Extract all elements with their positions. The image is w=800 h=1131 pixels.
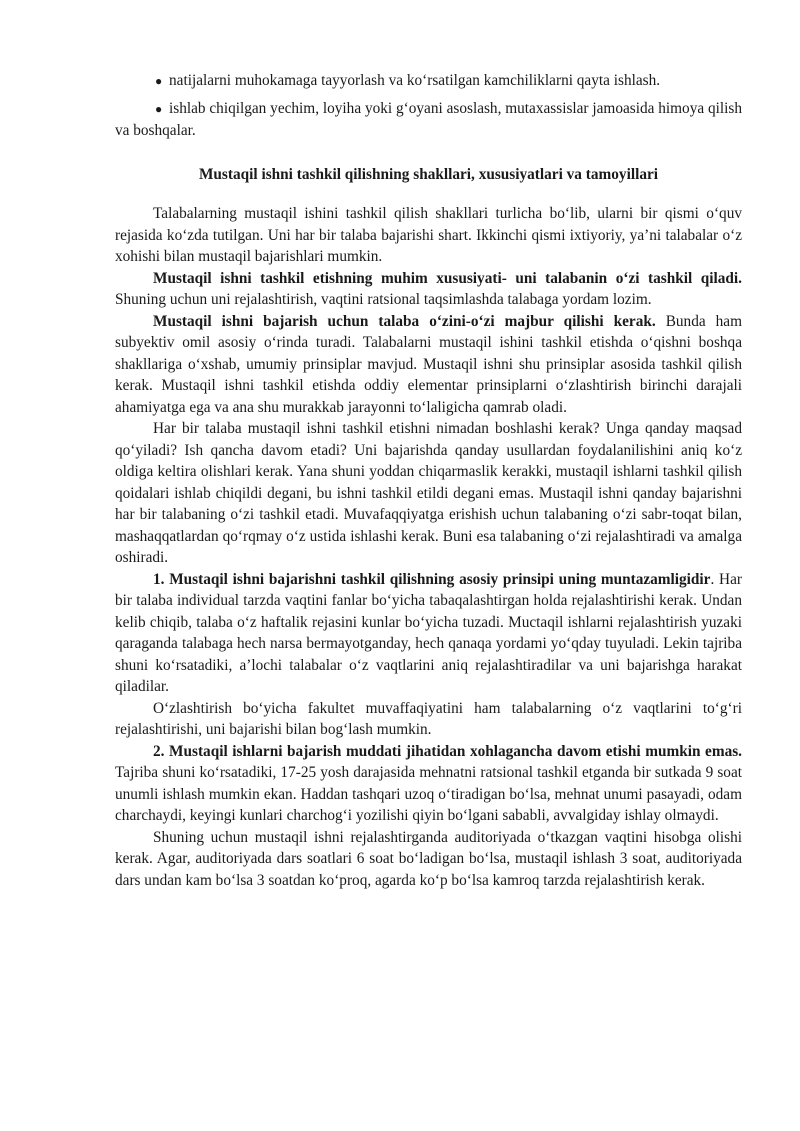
paragraph-text: Tajriba shuni ko‘rsatadiki, 17-25 yosh darajasida mehnatni ratsional tashkil etganda bir sutkada 9 soat unumli ishlash mumkin ekan. Haddan tashqari uzoq o‘tiradigan bo‘lsa, mehnat unumi pasayadi, odam charchaydi, keyingi kunlari charchog‘i yozilishi qiyin bo‘lgani sababli, avvalgiday ishlay olmaydi. bbox=[115, 764, 742, 824]
bullet-text: natijalarni muhokamaga tayyorlash va ko‘rsatilgan kamchiliklarni qayta ishlash. bbox=[169, 72, 661, 89]
paragraph-text: Shuning uchun mustaqil ishni rejalashtirganda auditoriyada o‘tkazgan vaqtini hisobga olishi kerak. Agar, auditoriyada dars soatlari 6 soat bo‘ladigan bo‘lsa, mustaqil ishlash 3 soat, auditoriyada dars undan kam bo‘lsa 3 soatdan ko‘proq, agarda ko‘p bo‘lsa kamroq tarzda rejalashtirish kerak. bbox=[115, 828, 742, 889]
paragraph-text: . Har bir talaba individual tarzda vaqtini fanlar bo‘yicha tabaqalashtirgan holda rejalashtirishi kerak. Undan kelib chiqib, talaba o‘z haftalik rejasini kunlar bo‘yicha tuzadi. Muctaqil ishlarni rejalashtirish yuzaki qaraganda talabaga hech narsa bermayotganday, hech qanaqa yordami yo‘qday tuyuladi. Lekin tajriba shuni ko‘rsatadiki, a’lochi talabalar o‘z vaqtlarini aniq rejalashtiradilar va uni bajarishga harakat qiladilar. bbox=[115, 570, 742, 695]
paragraph bbox=[115, 268, 742, 311]
bullet-text: ishlab chiqilgan yechim, loyiha yoki g‘oyani asoslash, mutaxassislar jamoasida himoya qilish va boshqalar. bbox=[115, 99, 742, 139]
paragraph bbox=[115, 569, 742, 698]
paragraph bbox=[115, 418, 742, 569]
paragraph bbox=[115, 311, 742, 419]
paragraph-text: O‘zlashtirish bo‘yicha fakultet muvaffaqiyatini ham talabalarning o‘z vaqtlarini to‘g‘ri rejalashtirishi, uni bajarishi bilan bog‘lash mumkin. bbox=[115, 699, 742, 738]
bullet-item bbox=[115, 70, 742, 93]
paragraph-text: Bunda ham subyektiv omil asosiy o‘rinda turadi. Talabalarni mustaqil ishini tashkil etishda o‘qishni boshqa shakllariga o‘xshab, umumiy prinsiplar mavjud. Mustaqil ishni shu prinsiplar asosida tashkil qilish kerak. Mustaqil ishni tashkil etishda oddiy elementar prinsiplarni o‘zlashtirish birinchi darajali ahamiyatga ega va ana shu murakkab jarayonni to‘laligicha qamrab oladi. bbox=[115, 312, 742, 416]
bullet-dot-icon: ● bbox=[155, 101, 163, 116]
document-page bbox=[115, 70, 742, 891]
paragraph bbox=[115, 698, 742, 741]
paragraph-bold-lead: 2. Mustaqil ishlarni bajarish muddati jihatidan xohlagancha davom etishi mumkin emas. bbox=[153, 742, 742, 760]
paragraph-bold-lead: 1. Mustaqil ishni bajarishni tashkil qilishning asosiy prinsipi uning muntazamligidir bbox=[153, 570, 711, 588]
paragraph: Talabalarning mustaqil ishini tashkil qilish shakllari turlicha bo‘lib, ularni bir qismi o‘quv rejasida ko‘zda tutilgan. Uni har bir talaba bajarishi shart. Ikkinchi qismi ixtiyoriy, ya’ni talabalar o‘z xohishi bilan mustaqil bajarishlari mumkin. bbox=[115, 205, 742, 265]
paragraph-bold-lead: Mustaqil ishni tashkil etishning muhim xususiyati- uni talabanin o‘zi tashkil qiladi. bbox=[153, 269, 742, 287]
paragraph bbox=[115, 827, 742, 892]
bullet-item bbox=[115, 98, 742, 142]
paragraph-text: Shuning uchun uni rejalashtirish, vaqtini ratsional taqsimlashda talabaga yordam lozim. bbox=[115, 291, 652, 308]
paragraph-bold-lead: Mustaqil ishni bajarish uchun talaba o‘zini-o‘zi majbur qilishi kerak. bbox=[153, 312, 656, 330]
bullet-dot-icon: ● bbox=[155, 74, 163, 88]
paragraph-text: Har bir talaba mustaqil ishni tashkil etishni nimadan boshlashi kerak? Unga qanday maqsad qo‘yiladi? Ish qancha davom etadi? Uni bajarishda qanday usullardan foydalanilishini aniq ko‘z oldiga keltira olishlari kerak. Yana shuni yoddan chiqarmaslik kerakki, mustaqil ishlarni tashkil qilish qoidalari ishlab chiqildi degani, bu ishni tashkil etildi degani emas. Mustaqil ishni qanday bajarishni har bir talabaning o‘zi tashkil etadi. Muvafaqqiyatga erishish uchun talabaning o‘zi sabr-toqat bilan, mashaqqatlardan qo‘rqmay o‘z ustida ishlashi kerak. Buni esa talabaning o‘zi rejalashtiradi va amalga oshiradi. bbox=[115, 420, 742, 566]
paragraph bbox=[115, 741, 742, 827]
section-heading: Mustaqil ishni tashkil qilishning shakllari, xususiyatlari va tamoyillari bbox=[198, 165, 659, 183]
